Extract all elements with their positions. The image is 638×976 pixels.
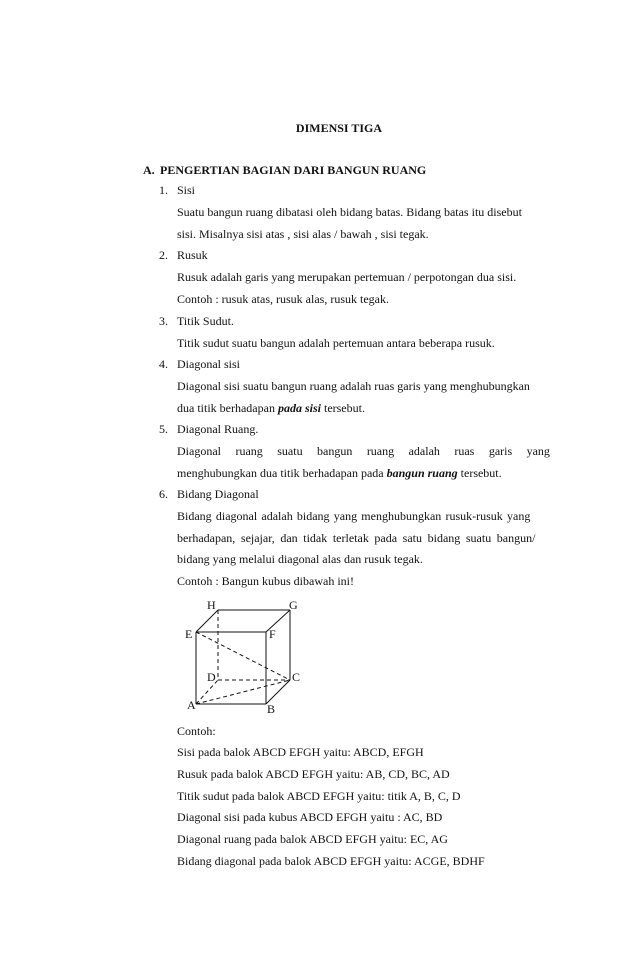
vertex-label-a: A	[187, 698, 196, 712]
edge-bc	[266, 680, 290, 704]
cube-svg	[170, 592, 320, 722]
word: adalah	[408, 444, 440, 458]
item-text-line: sisi. Misalnya sisi atas , sisi alas / bawah , sisi tegak.	[177, 227, 429, 241]
word: yang	[526, 444, 550, 458]
item-number: 3.	[159, 314, 168, 328]
item-number: 6.	[159, 487, 168, 501]
edge-eh	[196, 610, 218, 632]
vertex-label-c: C	[292, 670, 301, 684]
text-part: tersebut.	[457, 466, 502, 480]
item-text-line: Bidang diagonal adalah bidang yang menghubungkan rusuk-rusuk yang	[177, 509, 531, 523]
item-number: 5.	[159, 422, 168, 436]
item-text-line: Suatu bangun ruang dibatasi oleh bidang batas. Bidang batas itu disebut	[177, 205, 522, 219]
text-part: menghubungkan dua titik berhadapan pada	[177, 466, 387, 480]
item-text-line: Diagonal sisi suatu bangun ruang adalah ruas garis yang menghubungkan	[177, 379, 530, 393]
emphasis-text: pada sisi	[277, 401, 321, 415]
item-text-line: Titik sudut suatu bangun adalah pertemuan antara beberapa rusuk.	[177, 336, 495, 350]
item-text-line: Contoh : rusuk atas, rusuk alas, rusuk tegak.	[177, 292, 389, 306]
section-letter: A.	[143, 163, 155, 177]
examples-heading: Contoh:	[177, 724, 216, 738]
example-line: Sisi pada balok ABCD EFGH yaitu: ABCD, EFGH	[177, 745, 424, 759]
section-heading	[143, 163, 426, 178]
vertex-label-f: F	[269, 627, 276, 641]
example-line: Diagonal sisi pada kubus ABCD EFGH yaitu : AC, BD	[177, 810, 443, 824]
item-text-line: Contoh : Bangun kubus dibawah ini!	[177, 574, 354, 588]
item-number: 4.	[159, 357, 168, 371]
item-label-bidang-diagonal: Bidang Diagonal	[177, 487, 259, 501]
item-text-line	[177, 466, 502, 481]
item-text-line-justified	[177, 444, 550, 459]
item-number: 2.	[159, 248, 168, 262]
example-line: Rusuk pada balok ABCD EFGH yaitu: AB, CD, BC, AD	[177, 767, 450, 781]
item-label-titik-sudut: Titik Sudut.	[177, 314, 234, 328]
vertex-label-b: B	[267, 702, 276, 716]
word: bangun	[317, 444, 353, 458]
item-text-line: Rusuk adalah garis yang merupakan pertemuan / perpotongan dua sisi.	[177, 270, 517, 284]
item-text-line: berhadapan, sejajar, dan tidak terletak pada satu bidang suatu bangun/	[177, 531, 536, 545]
item-label-sisi: Sisi	[177, 183, 196, 197]
example-line: Bidang diagonal pada balok ABCD EFGH yaitu: ACGE, BDHF	[177, 854, 485, 868]
item-label-rusuk: Rusuk	[177, 248, 208, 262]
word: garis	[488, 444, 513, 458]
example-line: Titik sudut pada balok ABCD EFGH yaitu: titik A, B, C, D	[177, 789, 461, 803]
item-number: 1.	[159, 183, 168, 197]
item-label-diagonal-sisi: Diagonal sisi	[177, 357, 240, 371]
section-heading-text: PENGERTIAN BAGIAN DARI BANGUN RUANG	[160, 163, 427, 177]
word: ruas	[454, 444, 475, 458]
word: ruang	[235, 444, 263, 458]
page-title: DIMENSI TIGA	[295, 121, 383, 135]
item-label-diagonal-ruang: Diagonal Ruang.	[177, 422, 259, 436]
vertex-label-e: E	[185, 627, 193, 641]
vertex-label-h: H	[207, 598, 216, 612]
example-line: Diagonal ruang pada balok ABCD EFGH yaitu: EC, AG	[177, 832, 448, 846]
word: Diagonal	[177, 444, 221, 458]
emphasis-text: bangun ruang	[386, 466, 458, 480]
word: suatu	[277, 444, 303, 458]
cube-diagram	[170, 592, 320, 722]
item-text-line: bidang yang melalui diagonal alas dan rusuk tegak.	[177, 552, 423, 566]
vertex-label-d: D	[207, 670, 216, 684]
text-part: dua titik berhadapan	[177, 401, 278, 415]
vertex-label-g: G	[289, 598, 298, 612]
text-part: tersebut.	[320, 401, 365, 415]
word: ruang	[366, 444, 395, 458]
item-text-line	[177, 401, 365, 416]
